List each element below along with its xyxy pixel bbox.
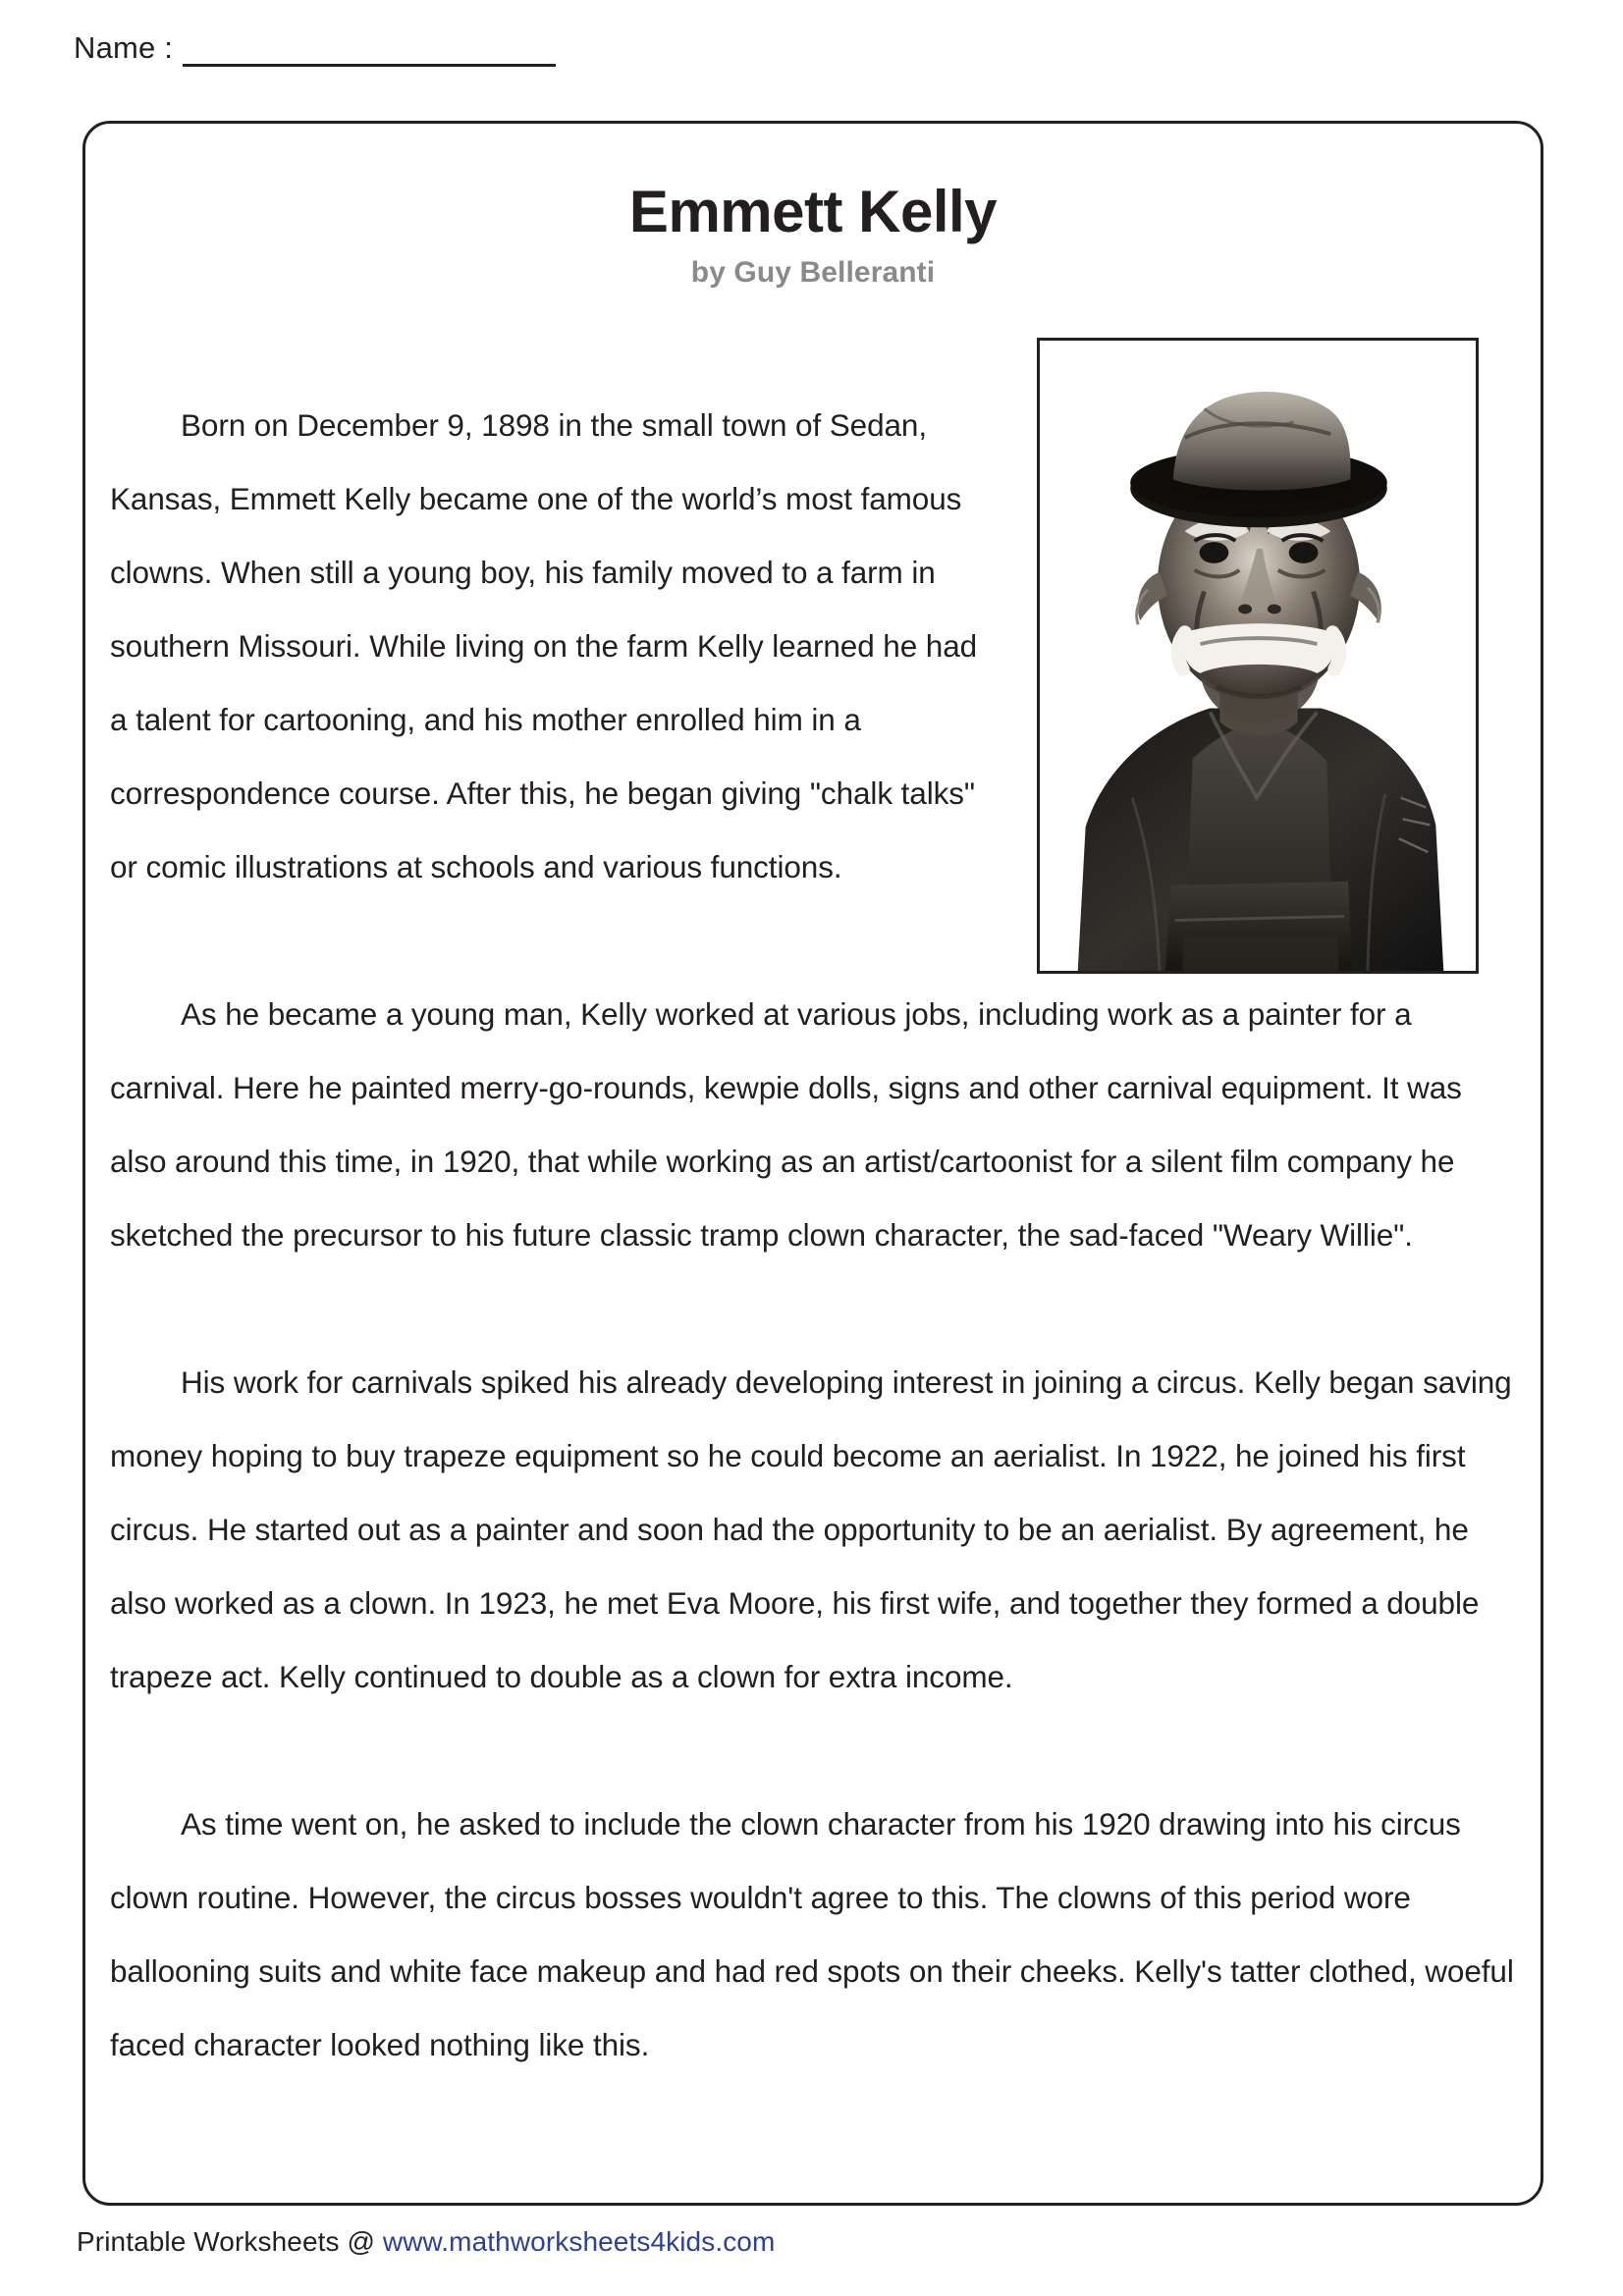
paragraph-spacer bbox=[110, 1714, 1516, 1788]
footer bbox=[77, 2226, 775, 2258]
passage-paragraph: As he became a young man, Kelly worked at various jobs, including work as a painter for a carnival. Here he painted merry-go-rounds, kewpie dolls, signs and other carnival equipment. It was also around this time, in 1920, that while working as an artist/cartoonist for a silent film company he sketched the precursor to his future classic tramp clown character, the sad-faced "Weary Willie". bbox=[110, 996, 1462, 1253]
passage-paragraph: As time went on, he asked to include the clown character from his 1920 drawing into his circus clown routine. However, the circus bosses wouldn't agree to this. The clowns of this period wore ballooning suits and white face makeup and had red spots on their cheeks. Kelly's tatter clothed, woeful faced character looked nothing like this. bbox=[110, 1806, 1514, 2062]
name-row bbox=[74, 22, 556, 67]
footer-url-link[interactable]: www.mathworksheets4kids.com bbox=[382, 2226, 776, 2257]
passage-paragraph: His work for carnivals spiked his already developing interest in joining a circus. Kelly began saving money hoping to buy trapeze equipment so he could become an aerialist. In 1922, he joined his first circus. He started out as a painter and soon had the opportunity to be an aerialist. By agreement, he also worked as a clown. In 1923, he met Eva Moore, his first wife, and together they formed a double trapeze act. Kelly continued to double as a clown for extra income. bbox=[110, 1364, 1512, 1694]
paragraph-spacer bbox=[110, 904, 1516, 978]
page-title: Emmett Kelly bbox=[628, 179, 998, 244]
paragraph-spacer bbox=[110, 1272, 1516, 1346]
footer-prefix: Printable Worksheets @ bbox=[77, 2226, 383, 2257]
author-byline: by Guy Belleranti bbox=[690, 256, 936, 289]
name-blank-line[interactable] bbox=[183, 32, 556, 67]
name-label: Name : bbox=[74, 30, 174, 65]
passage-body bbox=[110, 389, 1516, 2082]
passage-paragraph: Born on December 9, 1898 in the small town of Sedan, Kansas, Emmett Kelly became one of the world’s most famous clowns. When still a young boy, his family moved to a farm in southern Missouri. While living on the farm Kelly learned he had a talent for cartooning, and his mother enrolled him in a correspondence course. After this, he began giving "chalk talks" or comic illustrations at schools and various functions. bbox=[110, 407, 978, 884]
